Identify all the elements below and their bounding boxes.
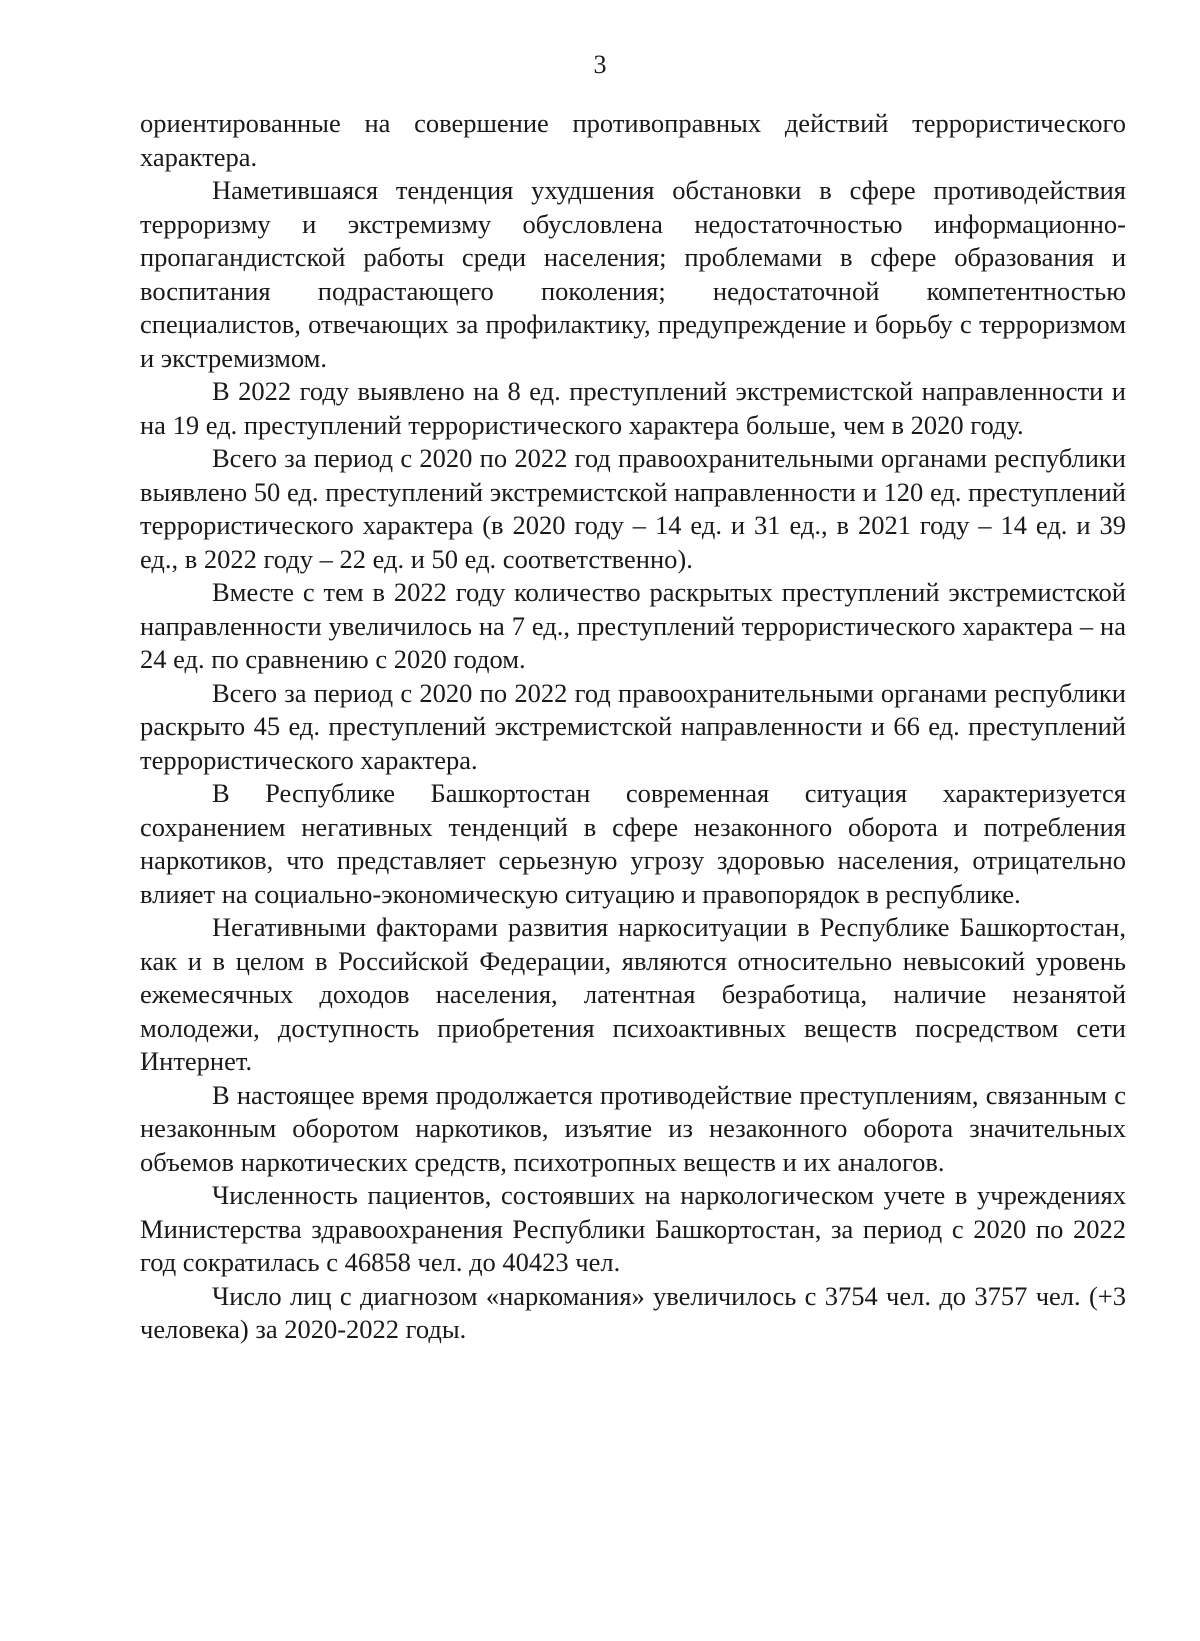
paragraph-total-solved: Всего за период с 2020 по 2022 год правоохранительными органами республики раскрыто 45 ед. преступлений экстремистской направленности и 66 ед. преступлений террористического характера.: [140, 677, 1126, 775]
page-number: 3: [593, 50, 607, 79]
paragraph-continuation: ориентированные на совершение противоправных действий террористического характера.: [140, 108, 1126, 172]
paragraph-terrorism-trend: Наметившаяся тенденция ухудшения обстановки в сфере противодействия терроризму и экстремизму обусловлена недостаточностью информационно-пропагандистской работы среди населения; проблемами в сфере образования и воспитания подрастающего поколения; недостаточной компетентностью специалистов, отвечающих за профилактику, предупреждение и борьбу с терроризмом и экстремизмом.: [140, 175, 1126, 373]
paragraph-2022-solved: Вместе с тем в 2022 году количество раскрытых преступлений экстремистской направленности увеличилось на 7 ед., преступлений террористического характера – на 24 ед. по сравнению с 2020 годом.: [140, 577, 1126, 674]
paragraph-addiction-diagnosis: Число лиц с диагнозом «наркомания» увеличилось с 3754 чел. до 3757 чел. (+3 человека) за 2020-2022 годы.: [140, 1280, 1126, 1344]
paragraph-counteraction: В настоящее время продолжается противодействие преступлениям, связанным с незаконным оборотом наркотиков, изъятие из незаконного оборота значительных объемов наркотических средств, психотропных веществ и их аналогов.: [140, 1079, 1126, 1177]
paragraph-negative-factors: Негативными факторами развития наркоситуации в Республике Башкортостан, как и в целом в Российской Федерации, являются относительно невысокий уровень ежемесячных доходов населения, латентная безработица, наличие незанятой молодежи, доступность приобретения психоактивных веществ посредством сети Интернет.: [140, 912, 1126, 1076]
document-body: [140, 107, 1126, 1347]
paragraph-drug-situation: В Республике Башкортостан современная ситуация характеризуется сохранением негативных тенденций в сфере незаконного оборота и потребления наркотиков, что представляет серьезную угрозу здоровью населения, отрицательно влияет на социально-экономическую ситуацию и правопорядок в республике.: [140, 778, 1126, 909]
paragraph-2022-detected: В 2022 году выявлено на 8 ед. преступлений экстремистской направленности и на 19 ед. преступлений террористического характера больше, чем в 2020 году.: [140, 376, 1126, 440]
paragraph-patients-count: Численность пациентов, состоявших на наркологическом учете в учреждениях Министерства здравоохранения Республики Башкортостан, за период с 2020 по 2022 год сократилась с 46858 чел. до 40423 чел.: [140, 1180, 1126, 1277]
paragraph-total-detected: Всего за период с 2020 по 2022 год правоохранительными органами республики выявлено 50 ед. преступлений экстремистской направленности и 120 ед. преступлений террористического характера (в 2020 году – 14 ед. и 31 ед., в 2021 году – 14 ед. и 39 ед., в 2022 году – 22 ед. и 50 ед. соответственно).: [140, 443, 1126, 574]
